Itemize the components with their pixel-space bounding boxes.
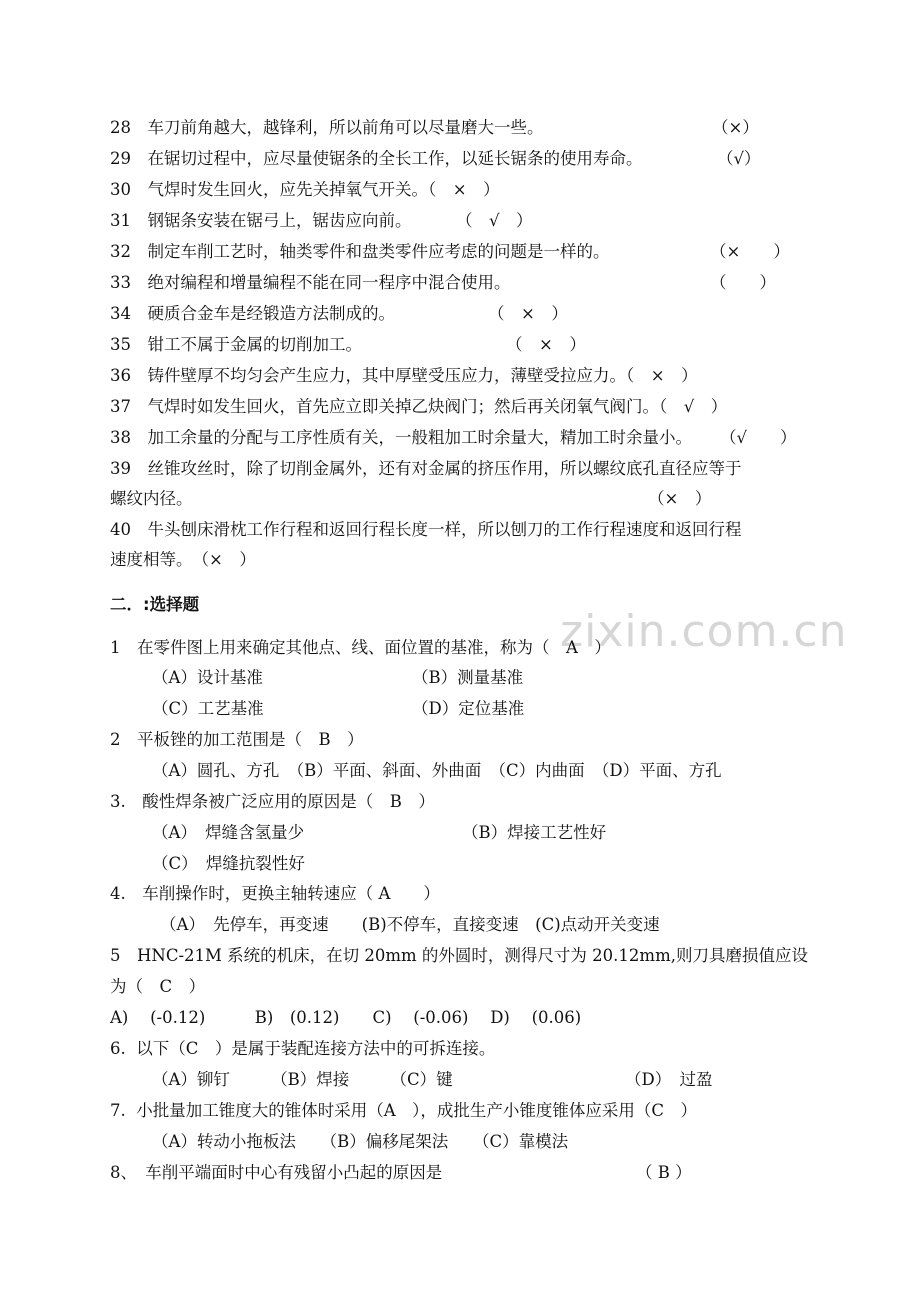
choice-option: （B）焊接工艺性好 <box>462 823 607 842</box>
choice-item-8: 8、 车削平端面时中心有残留小凸起的原因是 <box>110 1163 443 1182</box>
judge-answer-31: （ √ ） <box>456 211 533 230</box>
judge-item-39-cont: 螺纹内径。 <box>110 489 193 508</box>
watermark: zixin.com.cn <box>560 606 848 657</box>
judge-answer-39: （× ） <box>648 489 712 508</box>
choice-item-7: 7. 小批量加工锥度大的锥体时采用（A ），成批生产小锥度锥体应采用（C ） <box>110 1101 698 1120</box>
section-title: 二．:选择题 <box>110 595 200 614</box>
judge-answer-32: （× ） <box>710 242 790 261</box>
judge-item-32: 32 制定车削工艺时，轴类零件和盘类零件应考虑的问题是一样的。 <box>110 242 610 261</box>
judge-item-31: 31 钢锯条安装在锯弓上，锯齿应向前。 <box>110 211 412 230</box>
judge-item-38: 38 加工余量的分配与工序性质有关，一般粗加工时余量大，精加工时余量小。 <box>110 428 692 447</box>
judge-item-33: 33 绝对编程和增量编程不能在同一程序中混合使用。 <box>110 273 511 292</box>
judge-answer-35: （ × ） <box>506 335 586 354</box>
choice-item-3: 3. 酸性焊条被广泛应用的原因是（ B ） <box>110 792 435 811</box>
choice-option: （A）设计基准 <box>152 668 263 687</box>
choice-item-1: 1 在零件图上用来确定其他点、线、面位置的基准，称为（ A ） <box>110 638 611 657</box>
judge-answer-28: （×） <box>712 118 759 137</box>
choice-item-5-cont: 为（ C ） <box>110 977 206 996</box>
judge-item-28: 28 车刀前角越大，越锋利，所以前角可以尽量磨大一些。 <box>110 118 544 137</box>
judge-answer-29: （√） <box>717 149 761 168</box>
choice-options-7: （A）转动小拖板法 （B）偏移尾架法 （C）靠模法 <box>152 1132 569 1151</box>
judge-item-35: 35 钳工不属于金属的切削加工。 <box>110 335 362 354</box>
judge-item-36: 36 铸件壁厚不均匀会产生应力，其中厚壁受压应力，薄壁受拉应力。（ × ） <box>110 366 698 385</box>
choice-option: （A） 焊缝含氢量少 <box>152 823 305 842</box>
choice-item-6: 6. 以下（C ）是属于装配连接方法中的可拆连接。 <box>110 1039 496 1058</box>
judge-item-37: 37 气焊时如发生回火，首先应立即关掉乙炔阀门；然后再关闭氧气阀门。（ √ ） <box>110 397 728 416</box>
choice-item-5: 5 HNC-21M 系统的机床，在切 20mm 的外圆时，测得尺寸为 20.12mm,则刀具磨损值应设 <box>110 946 808 965</box>
choice-item-4: 4. 车削操作时，更换主轴转速应（ A ） <box>110 884 440 903</box>
choice-options-4: （A） 先停车，再变速 (B)不停车，直接变速 (C)点动开关变速 <box>160 915 660 934</box>
judge-item-40: 40 牛头刨床滑枕工作行程和返回行程长度一样，所以刨刀的工作行程速度和返回行程 <box>110 520 742 539</box>
judge-answer-38: （√ ） <box>720 428 797 447</box>
choice-option: （D）定位基准 <box>412 699 525 718</box>
judge-answer-33: （ ） <box>710 273 776 292</box>
choice-options-6: （A）铆钉 （B）焊接 （C）键 <box>152 1070 453 1089</box>
choice-options-5: A) (-0.12) B) (0.12) C) (-0.06) D) (0.06) <box>110 1008 582 1027</box>
judge-item-29: 29 在锯切过程中，应尽量使锯条的全长工作，以延长锯条的使用寿命。 <box>110 149 643 168</box>
choice-answer-8: （ B ） <box>636 1163 692 1182</box>
judge-item-34: 34 硬质合金车是经锻造方法制成的。 <box>110 304 395 323</box>
choice-option: （C） 焊缝抗裂性好 <box>152 854 305 873</box>
choice-options-2: （A）圆孔、方孔 （B）平面、斜面、外曲面 （C）内曲面 （D）平面、方孔 <box>152 761 722 780</box>
choice-option: （D） 过盈 <box>625 1070 713 1089</box>
choice-item-2: 2 平板锉的加工范围是（ B ） <box>110 730 364 749</box>
judge-answer-34: （ × ） <box>488 304 568 323</box>
judge-item-30: 30 气焊时发生回火，应先关掉氧气开关。（ × ） <box>110 180 500 199</box>
judge-item-39: 39 丝锥攻丝时，除了切削金属外，还有对金属的挤压作用，所以螺纹底孔直径应等于 <box>110 459 742 478</box>
choice-option: （C）工艺基准 <box>152 699 264 718</box>
judge-item-40-cont: 速度相等。 （× ） <box>110 550 256 569</box>
choice-option: （B）测量基准 <box>412 668 524 687</box>
